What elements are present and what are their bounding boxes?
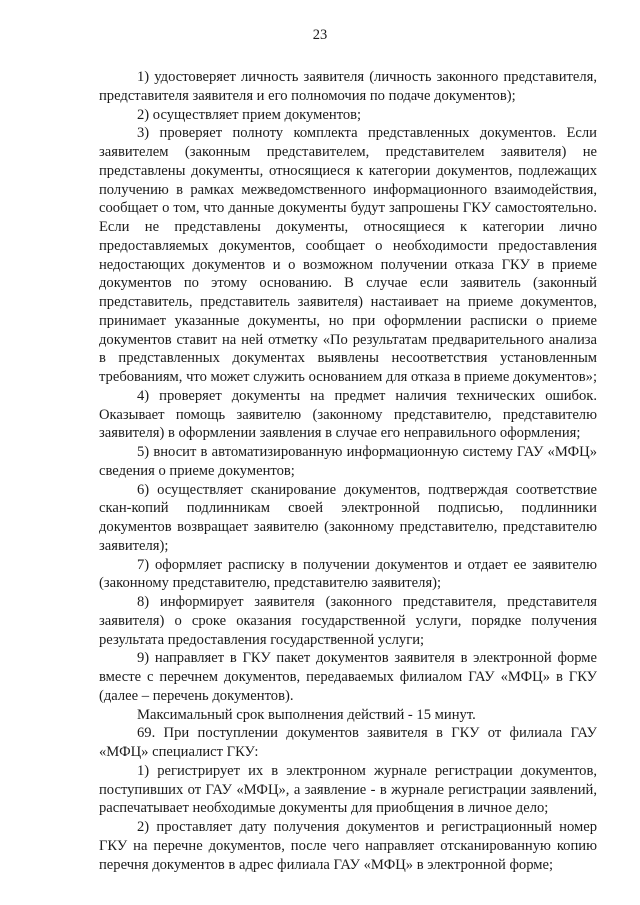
page-number: 23	[312, 27, 328, 43]
paragraph: 9) направляет в ГКУ пакет документов заявителя в электронной форме вместе с перечнем документов, передаваемых филиалом ГАУ «МФЦ» в ГКУ (далее – перечень документов).	[99, 650, 597, 704]
paragraph: 1) регистрирует их в электронном журнале регистрации документов, поступивших от ГАУ «МФЦ», а заявление - в журнале регистрации заявлений, распечатывает необходимые документы для приобщения в личное дело;	[99, 762, 597, 817]
document-body	[99, 68, 597, 874]
paragraph: 7) оформляет расписку в получении документов и отдает ее заявителю (законному представителю, представителю заявителя);	[99, 556, 597, 592]
paragraph: 4) проверяет документы на предмет наличия технических ошибок. Оказывает помощь заявителю (законному представителю, представителю заявителя) в оформлении заявления в случае его неправильного оформления;	[99, 387, 597, 442]
paragraph: 2) проставляет дату получения документов и регистрационный номер ГКУ на перечне документов, после чего направляет отсканированную копию перечня документов в адрес филиала ГАУ «МФЦ» в электронной форме;	[99, 819, 597, 873]
paragraph: 3) проверяет полноту комплекта представленных документов. Если заявителем (законным представителем, представителем заявителя) не представлены документы, относящиеся к категории документов, подлежащих получению в рамках межведомственного информационного взаимодействия, сообщает о том, что данные документы будут запрошены ГКУ самостоятельно. Если не представлены документы, относящиеся к категории лично предоставляемых документов, сообщает о необходимости предоставления недостающих документов и о возможном получении отказа ГКУ в приеме документов по этому основанию. В случае если заявитель (законный представитель, представитель заявителя) настаивает на приеме документов, принимает указанные документы, но при оформлении расписки о приеме документов ставит на ней отметку «По результатам предварительного анализа в представленных документах выявлены несоответствия установленным требованиям, что может служить основанием для отказа в приеме документов»;	[99, 125, 598, 385]
paragraph: Максимальный срок выполнения действий - 15 минут.	[137, 706, 476, 723]
paragraph: 2) осуществляет прием документов;	[137, 106, 362, 123]
paragraph: 8) информирует заявителя (законного представителя, представителя заявителя) о сроке оказания государственной услуги, порядке получения результата предоставления государственной услуги;	[99, 594, 597, 648]
paragraph: 6) осуществляет сканирование документов, подтверждая соответствие скан-копий подлинникам своей электронной подписью, подлинники документов возвращает заявителю (законному представителю, представителю заявителя);	[99, 481, 597, 554]
paragraph: 69. При поступлении документов заявителя в ГКУ от филиала ГАУ «МФЦ» специалист ГКУ:	[99, 725, 597, 760]
paragraph: 5) вносит в автоматизированную информационную систему ГАУ «МФЦ» сведения о приеме документов;	[99, 444, 597, 479]
paragraph: 1) удостоверяет личность заявителя (личность законного представителя, представителя заявителя и его полномочия по подаче документов);	[99, 69, 597, 104]
